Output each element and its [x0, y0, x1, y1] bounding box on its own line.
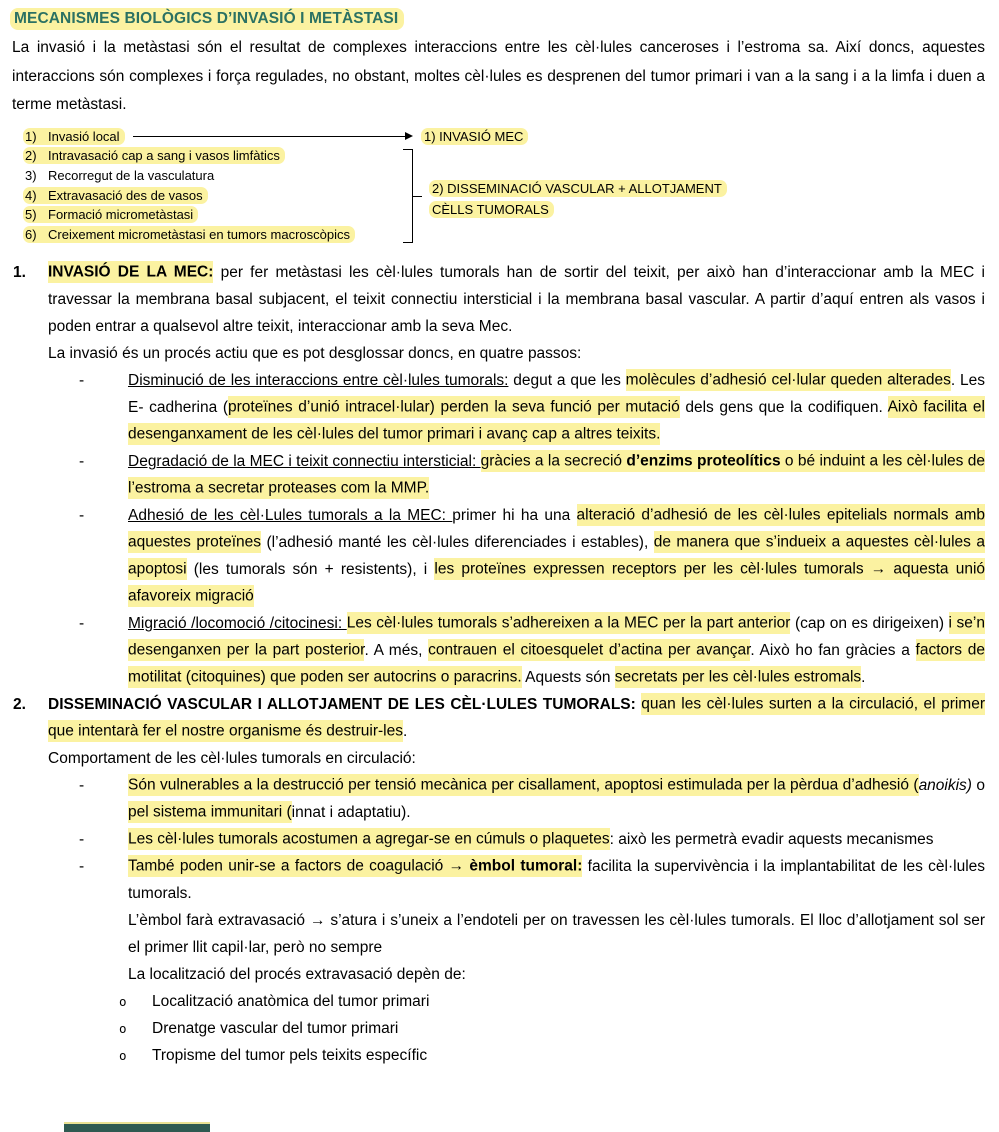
diagram-step-number: 5): [25, 207, 37, 223]
list-marker: -: [79, 452, 85, 470]
text-run: :: [471, 452, 481, 470]
diagram-label-text: 2) DISSEMINACIÓ VASCULAR + ALLOTJAMENT: [429, 180, 727, 197]
page-title: MECANISMES BIOLÒGICS D’INVASIÓ I METÀSTASI: [10, 8, 404, 30]
title-row: [10, 8, 999, 30]
text-run: . Això ho fan gràcies a: [750, 641, 916, 659]
text-run: proteïnes d’unió intracel·lular) perden la seva funció per mutació: [228, 396, 680, 418]
diagram-step-number: 4): [25, 187, 37, 203]
bullet-list-item: [0, 367, 985, 448]
text-run: Les cèl·lules tumorals s’adhereixen a la MEC per la part anterior: [347, 612, 791, 634]
bullet-list-item: [0, 826, 985, 853]
text-run: Això facilita el desenganxament de les cèl·lules del tumor primari i avanç cap a altres teixits.: [128, 396, 985, 445]
text-run: La localització del procés extravasació depèn de:: [128, 965, 466, 983]
text-run: (cap on es dirigeixen): [790, 614, 949, 632]
text-run: DISSEMINACIÓ VASCULAR I ALLOTJAMENT DE LES CÈL·LULES TUMORALS:: [48, 695, 636, 713]
text-run: quan les cèl·lules surten a la circulació, el primer que intentarà fer el nostre organisme és destruir-les: [48, 693, 985, 742]
diagram-step-text: [23, 226, 355, 243]
text-run: secretats per les cèl·lules estromals: [615, 666, 861, 688]
diagram-label-disseminacio: [429, 178, 727, 221]
list-marker: 1.: [13, 263, 26, 281]
diagram-label-text: 1) INVASIÓ MEC: [421, 128, 528, 145]
bullet-list-item: [0, 448, 985, 502]
metastasis-steps-diagram: [0, 127, 999, 246]
arrow-connector: [133, 136, 405, 138]
list-marker: o: [119, 1047, 127, 1063]
text-run: o bé induint a les cèl·lules de l’estroma a secretar proteases com la MMP.: [128, 450, 985, 499]
text-run: . A més,: [364, 641, 429, 659]
text-run: o: [971, 776, 985, 794]
text-run: La invasió i la metàstasi són el resultat de complexes interaccions entre les cèl·lules canceroses i l’estroma sa. Així doncs, aquestes interaccions són complexes i força regulades, no obstant, moltes cèl·lules es desprenen del tumor primari i van a la sang i a la limfa i duen a terme metàstasi.: [12, 39, 985, 114]
circle-list-item: [0, 1015, 985, 1042]
text-run: Migració /locomoció /citocinesi:: [128, 614, 347, 632]
diagram-step-label: Creixement micrometàstasi en tumors macroscòpics: [48, 226, 350, 242]
diagram-step-label: Recorregut de la vasculatura: [48, 167, 215, 183]
text-run: aquesta unió afavoreix migració: [128, 558, 985, 607]
text-run: També poden unir-se a factors de coagulació: [128, 855, 449, 877]
diagram-step-text: [23, 167, 219, 184]
numbered-section: [0, 691, 985, 745]
text-run: →: [309, 911, 326, 929]
paragraph: [0, 961, 985, 988]
diagram-label-invasio-mec: [421, 127, 528, 147]
diagram-step-label: Intravasació cap a sang i vasos limfàtics: [48, 148, 280, 164]
document-page: [0, 8, 999, 1132]
paragraph: [0, 340, 985, 367]
paragraph: [0, 745, 985, 772]
text-run: Aquests són: [521, 668, 615, 686]
text-run: . Les E- cadherina (: [128, 371, 985, 416]
diagram-step-text: [23, 128, 125, 145]
text-run: s’atura i s’uneix a l’endoteli per on travessen les cèl·lules tumorals. El lloc d’allotjament sol ser el primer llit capil·lar, però no sempre: [128, 911, 985, 956]
text-run: Són vulnerables a la destrucció per tensió mecànica per cisallament, apoptosi estimulada per la pèrdua d’adhesió (: [128, 774, 919, 796]
circle-list-item: [0, 1042, 985, 1069]
diagram-step-number: 2): [25, 148, 37, 164]
diagram-step: [0, 225, 999, 245]
text-run: anoikis): [918, 776, 972, 794]
text-run: facilita la supervivència i la implantabilitat de les cèl·lules tumorals.: [128, 857, 986, 902]
bullet-list-item: [0, 853, 985, 907]
text-run: Degradació de la MEC i teixit connectiu intersticial: [128, 452, 472, 470]
text-run: Localització anatòmica del tumor primari: [152, 992, 430, 1010]
diagram-step-number: 6): [25, 226, 37, 242]
bullet-list-item: [0, 610, 985, 691]
text-run: Comportament de les cèl·lules tumorals en circulació:: [48, 749, 416, 767]
list-marker: -: [79, 857, 85, 875]
diagram-step-label: Extravasació des de vasos: [48, 187, 203, 203]
bracket-connector: [403, 149, 413, 243]
diagram-step-text: [23, 206, 198, 223]
text-run: dels gens que la codifiquen.: [679, 398, 888, 416]
text-run: : això les permetrà evadir aquests mecanismes: [609, 830, 934, 848]
text-run: per fer metàstasi les cèl·lules tumorals han de sortir del teixit, per això han d’interaccionar amb la MEC i travessar la membrana basal subjacent, el teixit connectiu intersticial i la membrana basal vascular. A partir d’aquí entren als vasos i poden entrar a qualsevol altre teixit, interaccionar amb la seva Mec.: [48, 263, 985, 335]
text-run: contrauen el citoesquelet d’actina per avançar: [428, 639, 750, 661]
text-run: Adhesió de les cèl·Lules tumorals a la MEC:: [128, 506, 453, 524]
text-run: pel sistema immunitari (: [128, 801, 292, 823]
text-run: primer hi ha una: [452, 506, 577, 524]
text-run: .: [402, 722, 408, 740]
diagram-step-label: Invasió local: [48, 128, 120, 144]
text-run: L’èmbol farà extravasació: [128, 911, 310, 929]
text-run: Tropisme del tumor pels teixits específic: [152, 1046, 428, 1064]
list-marker: -: [79, 776, 85, 794]
content-blocks: [0, 259, 985, 1069]
text-run: molècules d’adhesió cel·lular queden alterades: [626, 369, 951, 391]
intro-paragraph: [12, 34, 985, 120]
diagram-step: [0, 146, 999, 166]
list-marker: 2.: [13, 695, 26, 713]
bullet-list-item: [0, 502, 985, 610]
list-marker: -: [79, 614, 85, 632]
diagram-step-text: [23, 147, 285, 164]
text-run: →: [871, 558, 887, 580]
text-run: Disminució de les interaccions entre cèl·lules tumorals:: [128, 371, 509, 389]
circle-list-item: [0, 988, 985, 1015]
bullet-list-item: [0, 772, 985, 826]
diagram-step-label: Formació micrometàstasi: [48, 207, 194, 223]
text-run: èmbol tumoral:: [469, 855, 582, 877]
text-run: INVASIÓ DE LA MEC:: [48, 261, 213, 283]
text-run: (l’adhesió manté les cèl·lules diferenciades i estables),: [261, 533, 654, 551]
diagram-step-number: 1): [25, 128, 37, 144]
text-run: →: [449, 855, 470, 877]
diagram-step-number: 3): [25, 167, 37, 183]
text-run: alteració d’adhesió de les cèl·lules epitelials normals amb aquestes proteïnes: [128, 504, 985, 553]
list-marker: -: [79, 371, 85, 389]
list-marker: -: [79, 830, 85, 848]
text-run: Drenatge vascular del tumor primari: [152, 1019, 399, 1037]
text-run: les proteïnes expressen receptors per les cèl·lules tumorals: [434, 558, 870, 580]
diagram-label-text: CÈLLS TUMORALS: [429, 201, 554, 218]
text-run: degut a que les: [508, 371, 626, 389]
list-marker: o: [119, 993, 127, 1009]
text-run: d’enzims proteolítics: [626, 450, 780, 472]
text-run: innat i adaptatiu).: [291, 803, 411, 821]
diagram-step-text: [23, 187, 208, 204]
text-run: factors de motilitat (citoquines) que poden ser autocrins o paracrins.: [128, 639, 985, 688]
text-run: gràcies a la secreció: [481, 450, 627, 472]
text-run: La invasió és un procés actiu que es pot desglossar doncs, en quatre passos:: [48, 344, 582, 362]
paragraph: [0, 907, 985, 961]
text-run: i se’n desenganxen per la part posterior: [128, 612, 985, 661]
list-marker: o: [119, 1020, 127, 1036]
list-marker: -: [79, 506, 85, 524]
text-run: (les tumorals són + resistents), i: [186, 560, 435, 578]
text-run: Les cèl·lules tumorals acostumen a agregar-se en cúmuls o plaquetes: [128, 828, 610, 850]
text-run: .: [861, 668, 866, 686]
numbered-section: [0, 259, 985, 340]
text-run: de manera que s’indueix a aquestes cèl·lules a apoptosi: [128, 531, 985, 580]
